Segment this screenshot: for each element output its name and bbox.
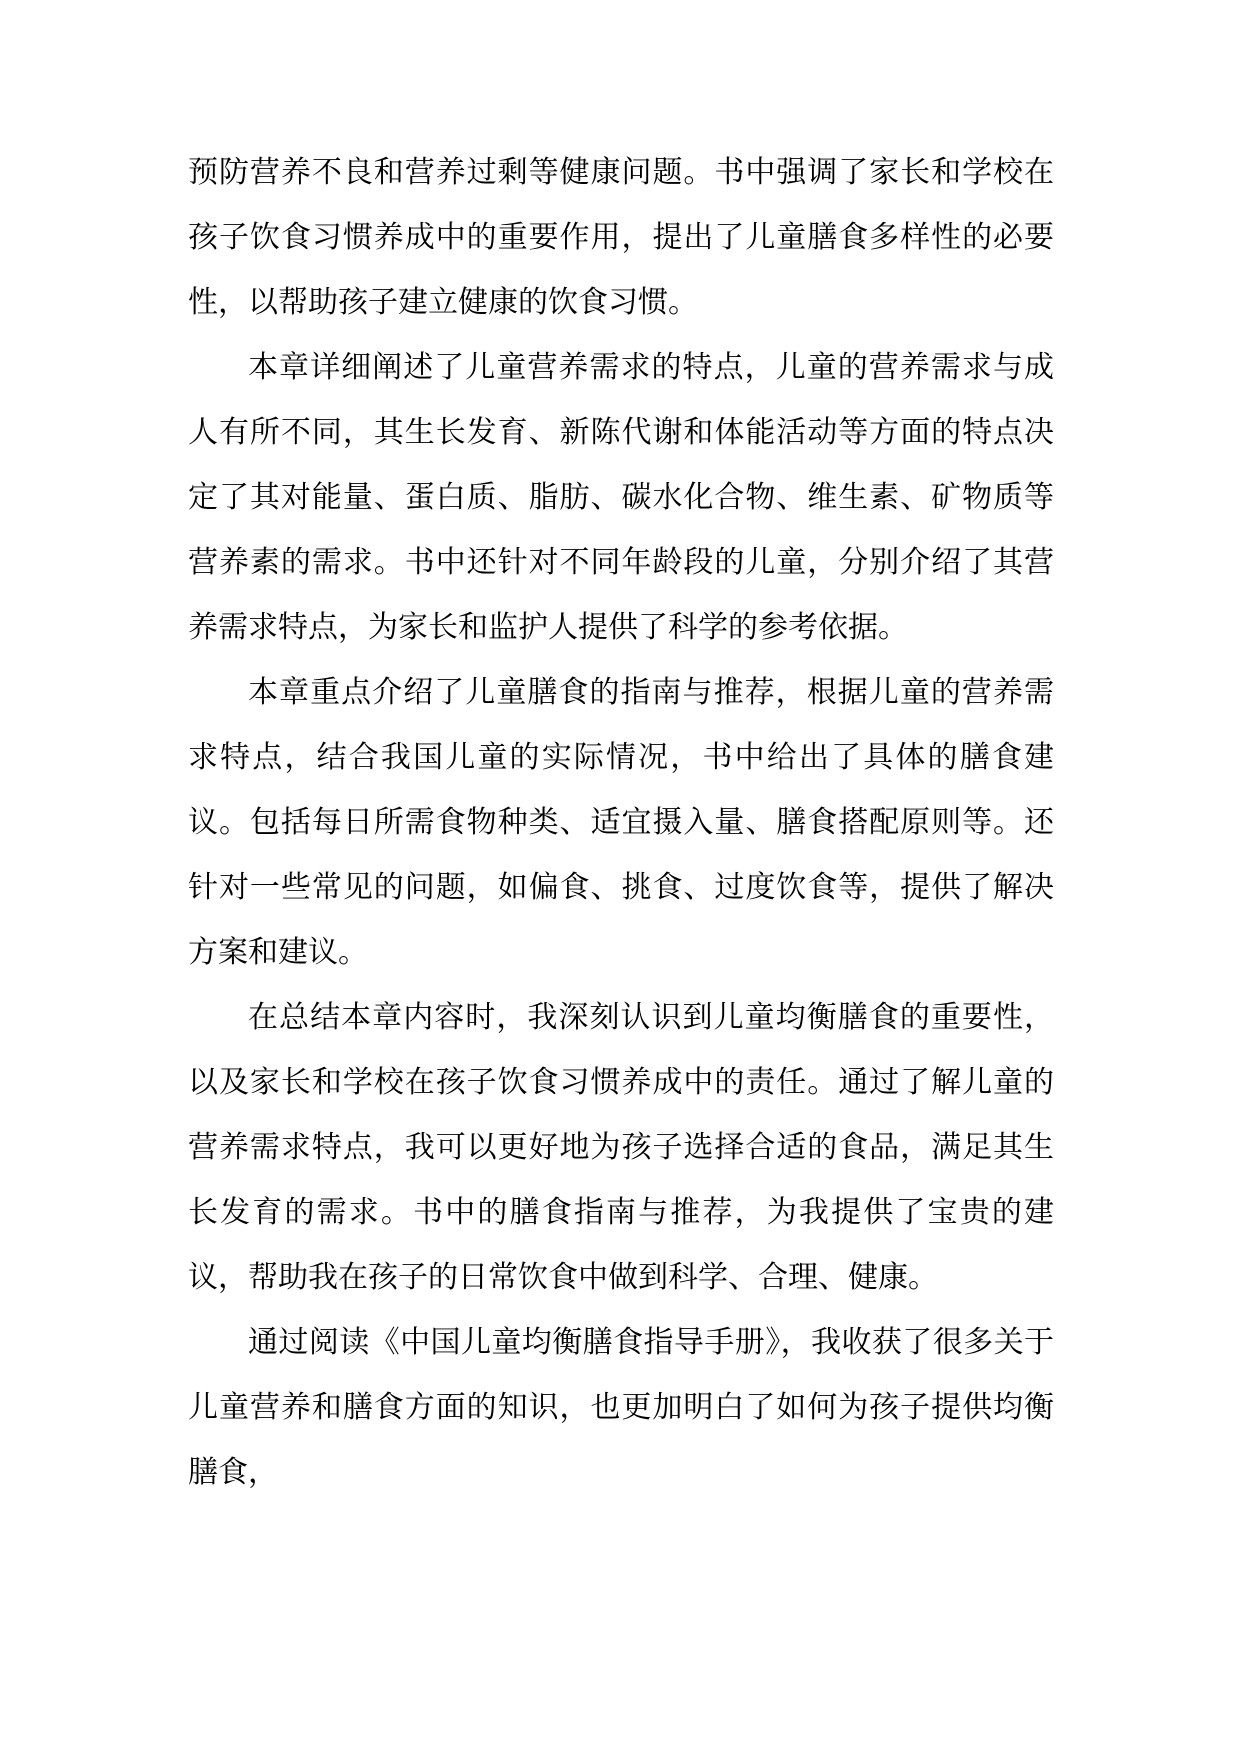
paragraph-continuation: 预防营养不良和营养过剩等健康问题。书中强调了家长和学校在孩子饮食习惯养成中的重要作用，提出了儿童膳食多样性的必要性，以帮助孩子建立健康的饮食习惯。 [188, 155, 1054, 320]
paragraph-reading-reflection: 通过阅读《中国儿童均衡膳食指导手册》，我收获了很多关于儿童营养和膳食方面的知识，也更加明白了如何为孩子提供均衡膳食， [188, 1325, 1054, 1490]
paragraph-diet-guidelines: 本章重点介绍了儿童膳食的指南与推荐，根据儿童的营养需求特点，结合我国儿童的实际情况，书中给出了具体的膳食建议。包括每日所需食物种类、适宜摄入量、膳食搭配原则等。还针对一些常见的问题，如偏食、挑食、过度饮食等，提供了解决方案和建议。 [188, 675, 1054, 970]
paragraph-chapter-summary: 在总结本章内容时，我深刻认识到儿童均衡膳食的重要性，以及家长和学校在孩子饮食习惯养成中的责任。通过了解儿童的营养需求特点，我可以更好地为孩子选择合适的食品，满足其生长发育的需求。书中的膳食指南与推荐，为我提供了宝贵的建议，帮助我在孩子的日常饮食中做到科学、合理、健康。 [188, 1000, 1054, 1295]
document-body [188, 140, 1054, 1505]
paragraph-nutrition-needs: 本章详细阐述了儿童营养需求的特点，儿童的营养需求与成人有所不同，其生长发育、新陈代谢和体能活动等方面的特点决定了其对能量、蛋白质、脂肪、碳水化合物、维生素、矿物质等营养素的需求。书中还针对不同年龄段的儿童，分别介绍了其营养需求特点，为家长和监护人提供了科学的参考依据。 [188, 350, 1054, 645]
